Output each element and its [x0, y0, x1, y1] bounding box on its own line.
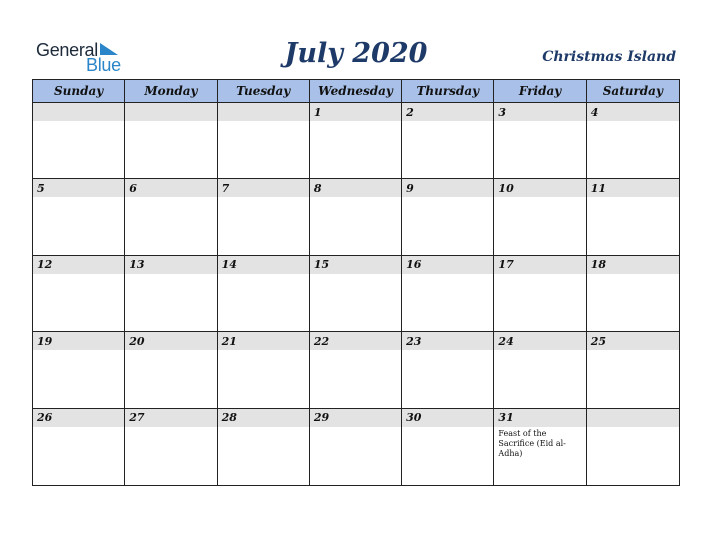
day-number: 2: [406, 105, 414, 119]
day-number: 15: [313, 258, 330, 272]
day-number-bar: [310, 332, 401, 350]
day-cell: [494, 179, 586, 255]
day-cell: [587, 179, 679, 255]
day-number: 20: [129, 334, 145, 348]
weekday-header-saturday: Saturday: [587, 80, 679, 103]
day-number: 11: [590, 181, 607, 195]
day-number: 9: [406, 181, 414, 195]
weekday-header-monday: Monday: [125, 80, 217, 103]
day-number-bar: [310, 256, 401, 274]
day-cell: [125, 256, 217, 332]
day-number: 18: [590, 258, 607, 272]
day-cell: [33, 409, 125, 485]
day-number-bar: [125, 332, 216, 350]
day-number-bar: [402, 179, 493, 197]
weekday-header-tuesday: Tuesday: [218, 80, 310, 103]
day-number: 28: [221, 411, 237, 425]
empty-day-cell: [218, 103, 310, 179]
day-cell: [402, 179, 494, 255]
day-cell: [218, 332, 310, 408]
day-number-bar: [587, 179, 679, 197]
day-number-bar: [494, 103, 585, 121]
day-number: 17: [498, 258, 514, 272]
day-number: 19: [37, 334, 53, 348]
day-number: 4: [590, 105, 599, 119]
day-number: 16: [406, 258, 422, 272]
day-cell: [402, 409, 494, 485]
day-number: 22: [313, 334, 330, 348]
day-number: 3: [498, 105, 507, 119]
day-number-bar: [402, 332, 493, 350]
day-cell: [310, 179, 402, 255]
day-cell: [494, 256, 586, 332]
weekday-header-wednesday: Wednesday: [310, 80, 402, 103]
day-number-bar: [587, 256, 679, 274]
day-cell: [587, 256, 679, 332]
weekday-header-thursday: Thursday: [402, 80, 494, 103]
day-number-bar: [310, 179, 401, 197]
day-number-bar: [33, 409, 124, 427]
day-number: 31: [498, 411, 514, 425]
day-cell: [218, 179, 310, 255]
weekday-header-sunday: Sunday: [33, 80, 125, 103]
day-number: 25: [590, 334, 607, 348]
day-number: 8: [313, 181, 322, 195]
empty-day-cell: [125, 103, 217, 179]
day-number-bar: [218, 332, 309, 350]
day-number-bar: [218, 179, 309, 197]
day-cell: [494, 409, 586, 485]
day-number-bar: [125, 103, 216, 121]
day-cell: [402, 256, 494, 332]
day-number-bar: [310, 409, 401, 427]
day-number: 23: [406, 334, 422, 348]
day-number-bar: [402, 409, 493, 427]
day-number-bar: [125, 179, 216, 197]
day-number-bar: [218, 103, 309, 121]
day-cell: [402, 332, 494, 408]
empty-day-cell: [33, 103, 125, 179]
day-number: 7: [221, 181, 230, 195]
day-number-bar: [494, 332, 585, 350]
calendar-grid: [32, 79, 680, 486]
day-cell: [587, 332, 679, 408]
day-number-bar: [494, 179, 585, 197]
day-number-bar: [218, 409, 309, 427]
day-number-bar: [310, 103, 401, 121]
day-number: 30: [406, 411, 422, 425]
day-number-bar: [494, 256, 585, 274]
day-cell: [125, 332, 217, 408]
day-number-bar: [587, 332, 679, 350]
empty-day-cell: [587, 409, 679, 485]
day-number: 12: [37, 258, 53, 272]
day-cell: [33, 256, 125, 332]
logo-text-blue: Blue: [86, 55, 121, 75]
day-cell: [494, 332, 586, 408]
day-number-bar: [218, 256, 309, 274]
day-cell: [310, 256, 402, 332]
day-number-bar: [125, 256, 216, 274]
day-number: 5: [37, 181, 45, 195]
day-number: 10: [498, 181, 514, 195]
day-cell: [218, 409, 310, 485]
day-number-bar: [587, 409, 679, 427]
day-number-bar: [33, 179, 124, 197]
day-number: 24: [498, 334, 514, 348]
day-number-bar: [587, 103, 679, 121]
day-number-bar: [402, 103, 493, 121]
generalblue-logo: [36, 40, 136, 74]
day-number: 21: [221, 334, 237, 348]
day-number-bar: [402, 256, 493, 274]
region-name: Christmas Island: [542, 49, 676, 65]
day-cell: [33, 332, 125, 408]
holiday-event: Feast of the Sacrifice (Eid al-Adha): [498, 428, 566, 458]
day-number: 27: [129, 411, 145, 425]
day-number: 29: [313, 411, 330, 425]
day-number-bar: [33, 103, 124, 121]
day-number: 1: [313, 105, 322, 119]
day-number-bar: [33, 332, 124, 350]
day-cell: [310, 103, 402, 179]
day-number-bar: [494, 409, 585, 427]
day-cell: [494, 103, 586, 179]
day-cell: [310, 409, 402, 485]
logo-flag-icon: [98, 42, 120, 56]
calendar-title: July 2020: [284, 38, 428, 69]
day-number-bar: [33, 256, 124, 274]
day-cell: [125, 179, 217, 255]
day-cell: [33, 179, 125, 255]
day-number-bar: [125, 409, 216, 427]
day-cell: [125, 409, 217, 485]
day-cell: [587, 103, 679, 179]
day-number: 6: [129, 181, 137, 195]
day-number: 26: [37, 411, 53, 425]
day-cell: [218, 256, 310, 332]
day-cell: [310, 332, 402, 408]
day-number: 14: [221, 258, 237, 272]
day-cell: [402, 103, 494, 179]
logo-text-general: General: [36, 40, 98, 60]
weekday-header-friday: Friday: [494, 80, 586, 103]
day-number: 13: [129, 258, 145, 272]
